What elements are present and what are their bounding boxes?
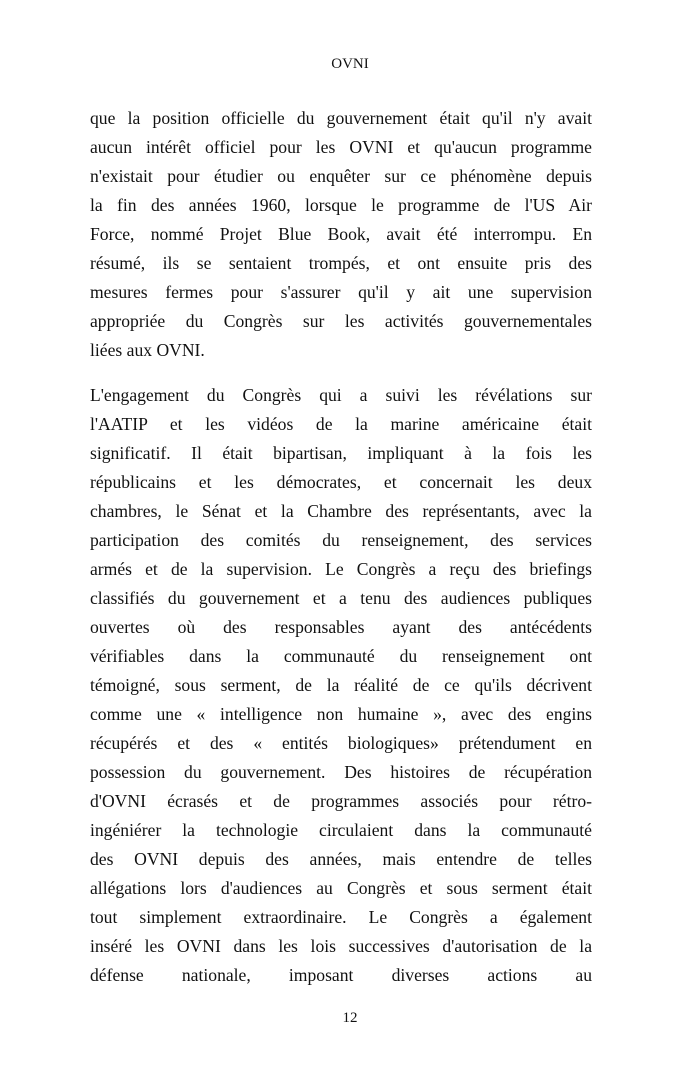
text-line: témoigné, sous serment, de la réalité de ce qu'ils décrivent — [90, 675, 592, 695]
text-line: l'AATIP et les vidéos de la marine américaine était — [90, 414, 592, 434]
text-line: allégations lors d'audiences au Congrès et sous serment était — [90, 878, 592, 898]
text-line: participation des comités du renseignement, des services — [90, 530, 592, 550]
text-line: classifiés du gouvernement et a tenu des audiences publiques — [90, 588, 592, 608]
page-number: 12 — [342, 1010, 358, 1026]
text-line: récupérés et des « entités biologiques» prétendument en — [90, 733, 592, 753]
text-line: possession du gouvernement. Des histoires de récupération — [90, 762, 592, 782]
text-line: tout simplement extraordinaire. Le Congrès a également — [90, 907, 592, 927]
text-line: Force, nommé Projet Blue Book, avait été interrompu. En — [90, 224, 592, 244]
text-line: vérifiables dans la communauté du renseignement ont — [90, 646, 592, 666]
text-line: ouvertes où des responsables ayant des antécédents — [90, 617, 592, 637]
text-line: d'OVNI écrasés et de programmes associés pour rétro- — [90, 791, 592, 811]
text-line: que la position officielle du gouvernement était qu'il n'y avait — [90, 108, 592, 128]
text-line: appropriée du Congrès sur les activités gouvernementales — [90, 311, 592, 331]
text-line: L'engagement du Congrès qui a suivi les révélations sur — [90, 385, 592, 405]
running-header: OVNI — [331, 56, 369, 72]
text-line: la fin des années 1960, lorsque le programme de l'US Air — [90, 195, 592, 215]
text-line: aucun intérêt officiel pour les OVNI et qu'aucun programme — [90, 137, 592, 157]
text-line: inséré les OVNI dans les lois successives d'autorisation de la — [90, 936, 592, 956]
text-line: résumé, ils se sentaient trompés, et ont ensuite pris des — [90, 253, 592, 273]
text-line: liées aux OVNI. — [90, 340, 205, 360]
text-line: armés et de la supervision. Le Congrès a reçu des briefings — [90, 559, 592, 579]
paragraph-1 — [90, 104, 592, 365]
text-line: mesures fermes pour s'assurer qu'il y ait une supervision — [90, 282, 592, 302]
paragraph-2 — [90, 381, 592, 990]
text-line: n'existait pour étudier ou enquêter sur ce phénomène depuis — [90, 166, 592, 186]
text-line: chambres, le Sénat et la Chambre des représentants, avec la — [90, 501, 592, 521]
text-line: des OVNI depuis des années, mais entendre de telles — [90, 849, 592, 869]
text-line: défense nationale, imposant diverses actions au — [90, 965, 592, 985]
text-line: significatif. Il était bipartisan, impliquant à la fois les — [90, 443, 592, 463]
text-line: ingéniérer la technologie circulaient dans la communauté — [90, 820, 592, 840]
text-line: comme une « intelligence non humaine », avec des engins — [90, 704, 592, 724]
text-line: républicains et les démocrates, et concernait les deux — [90, 472, 592, 492]
